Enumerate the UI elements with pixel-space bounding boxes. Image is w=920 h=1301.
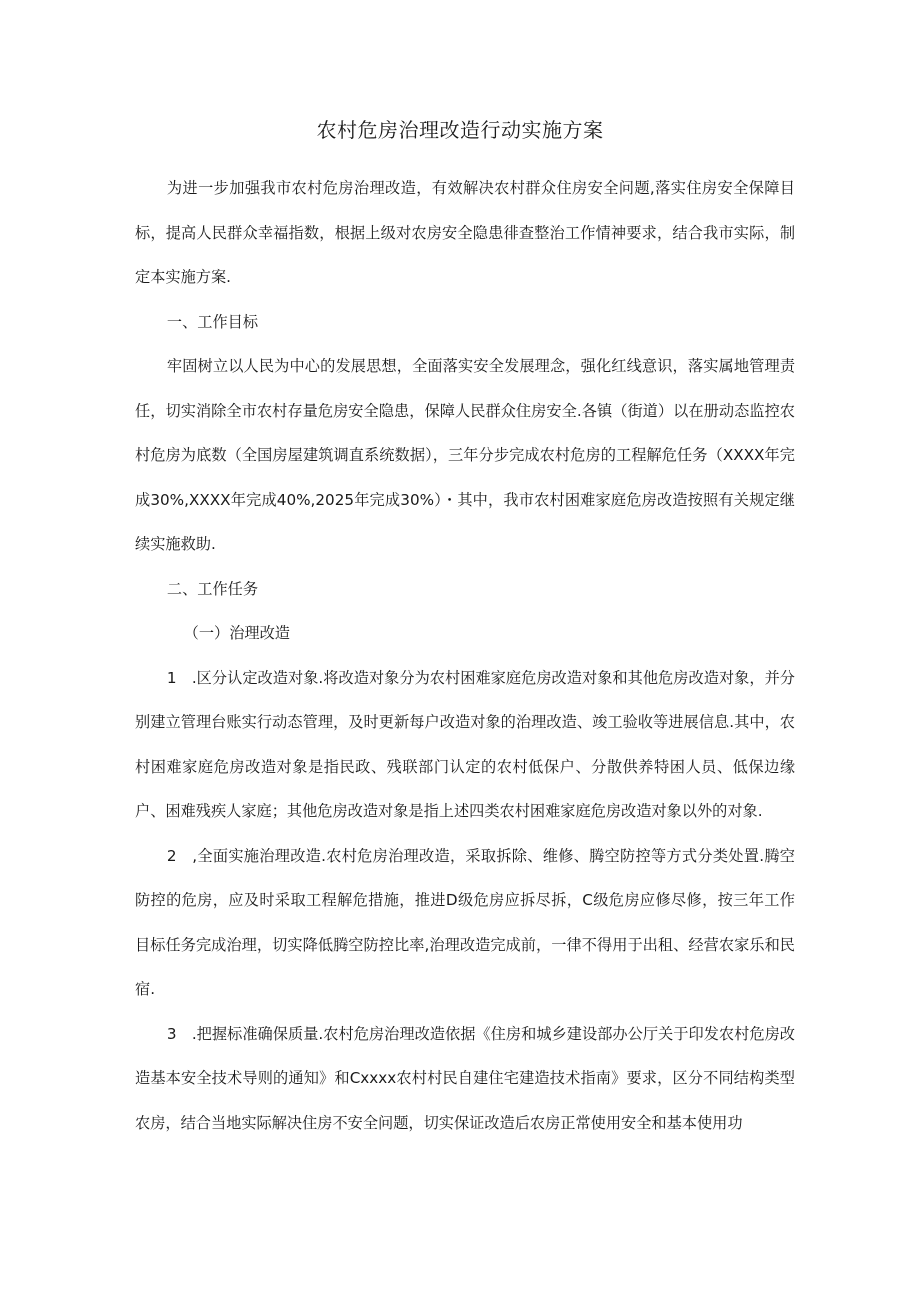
goals-paragraph: 牢固树立以人民为中心的发展思想，全面落实安全发展理念，强化红线意识，落实属地管理责任，切实消除全市农村存量危房安全隐患，保障人民群众住房安全.各镇（街道）以在册动态监控农村危房为底数（全国房屋建筑调直系统数据），三年分步完成农村危房的工程解危任务（XXXX年完成30%,XXXX年完成40%,2025年完成30%）・其中，我市农村困难家庭危房改造按照有关规定继续实施救助. [135,357,795,553]
document-title: 农村危房治理改造行动实施方案 [316,118,604,142]
intro-paragraph: 为进一步加强我市农村危房治理改造，有效解决农村群众住房安全问题,落实住房安全保障目标，提高人民群众幸福指数，根据上级对农房安全隐患徘查整治工作情神要求，结合我市实际，制定本实施方案. [135,179,795,286]
document-body [135,166,795,1145]
section-heading-goals: 一、工作目标 [166,312,259,331]
section-heading-tasks: 二、工作任务 [166,579,259,598]
task-item-1: 1 .区分认定改造对象.将改造对象分为农村困难家庭危房改造对象和其他危房改造对象，并分别建立管理台账实行动态管理，及时更新每户改造对象的治理改造、竣工验收等进展信息.其中，农村困难家庭危房改造对象是指民政、残联部门认定的农村低保户、分散供养特困人员、低保边缘户、困难残疾人家庭；其他危房改造对象是指上述四类农村困难家庭危房改造对象以外的对象. [135,668,795,820]
task-item-3: 3 .把握标准确保质量.农村危房治理改造依据《住房和城乡建设部办公厅关于印发农村危房改造基本安全技术导则的通知》和Cxxxx农村村民自建住宅建造技术指南》要求，区分不同结构类型农房，结合当地实际解决住房不安全问题，切实保证改造后农房正常使用安全和基本使用功 [135,1024,795,1132]
subsection-heading-renovation: （一）治理改造 [183,624,290,642]
task-item-2: 2 ,全面实施治理改造.农村危房治理改造，采取拆除、维修、腾空防控等方式分类处置.腾空防控的危房，应及时采取工程解危措施，推进D级危房应拆尽拆，C级危房应修尽修，按三年工作目标任务完成治理，切实降低腾空防控比率,治理改造完成前，一律不得用于出租、经营农家乐和民宿. [135,846,795,998]
